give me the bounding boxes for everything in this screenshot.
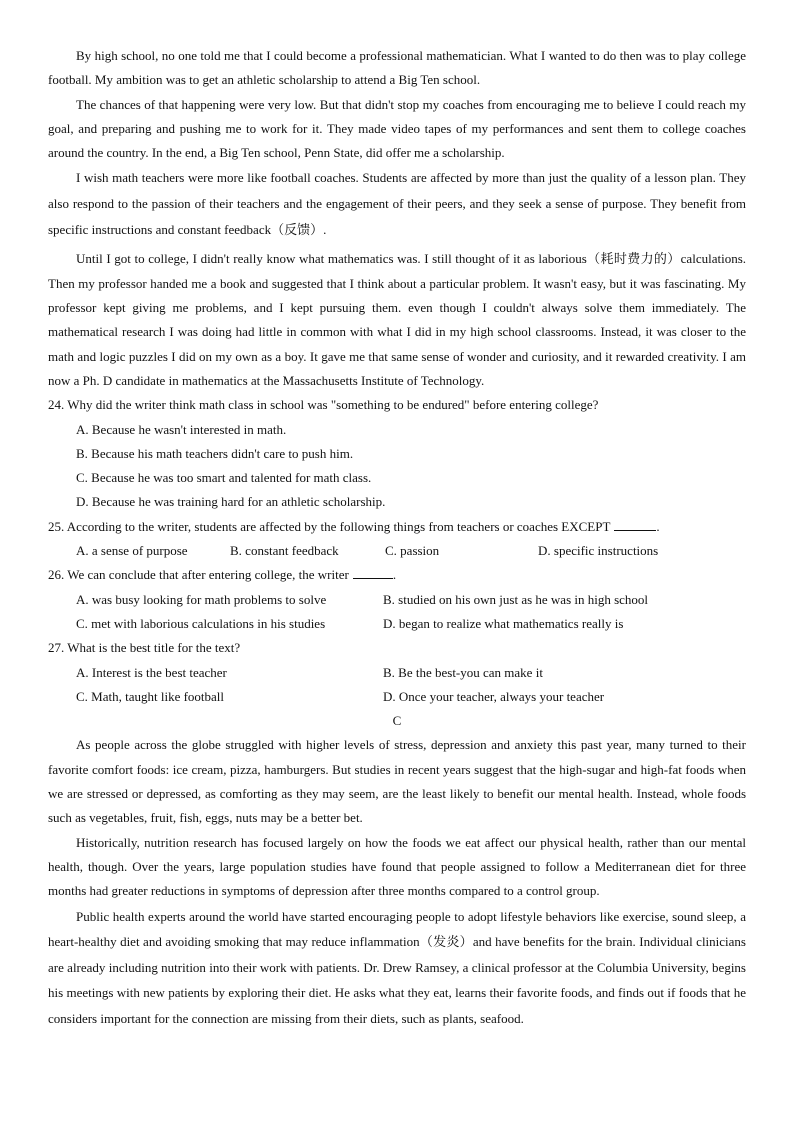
question-27-option-d[interactable]: D. Once your teacher, always your teacher — [383, 688, 605, 704]
question-25-option-b[interactable]: B. constant feedback — [230, 543, 339, 559]
passage-c-paragraph-2: Historically, nutrition research has focused largely on how the foods we eat affect our physical health, rather than our mental health, though. Over the years, large population studies have found that people assigned to follow a Mediterranean diet for three months had greater reductions in symptoms of depression after three months compared to a control group. — [48, 834, 746, 899]
passage-b-paragraph-4: Until I got to college, I didn't really know what mathematics was. I still thought of it as laborious（耗时费力的）calculations. Then my professor handed me a book and suggested that I think about a particular problem. It wasn't easy, but it was fascinating. My professor kept giving me problems, and I kept pursuing them. even though I couldn't always solve them immediately. The mathematical research I was doing had little in common with what I did in my high school classrooms. Instead, it was closer to the math and logic puzzles I did on my own as a boy. It gave me that same sense of wonder and curiosity, and it rewarded creativity. I am now a Ph. D candidate in mathematics at the Massachusetts Institute of Technology. — [48, 251, 746, 388]
exam-page — [48, 44, 746, 1031]
question-26-stem-end: . — [392, 567, 397, 583]
question-26-option-d[interactable]: D. began to realize what mathematics really is — [383, 615, 624, 631]
question-25-stem-line — [48, 515, 746, 539]
question-24-option-d[interactable]: D. Because he was training hard for an athletic scholarship. — [76, 494, 386, 510]
question-26 — [48, 563, 746, 636]
question-24-option-c[interactable]: C. Because he was too smart and talented for math class. — [76, 470, 372, 486]
passage-b-paragraph-2: The chances of that happening were very low. But that didn't stop my coaches from encouraging me to believe I could reach my goal, and preparing and pushing me to work for it. They made video tapes of my performances and sent them to college coaches around the country. In the end, a Big Ten school, Penn State, did offer me a scholarship. — [48, 96, 746, 161]
question-24-option-a[interactable]: A. Because he wasn't interested in math. — [76, 421, 287, 437]
passage-c-paragraph-3: Public health experts around the world have started encouraging people to adopt lifestyle behaviors like exercise, sound sleep, a heart-healthy diet and avoiding smoking that may reduce inflammation（发炎）and have benefits for the brain. Individual clinicians are already including nutrition into their work with patients. Dr. Drew Ramsey, a clinical professor at the Columbia University, begins his meetings with new patients by exploring their diet. He asks what they eat, learns their favorite foods, and finds out if foods that he considers important for the connection are missing from their diets, such as plants, seafood. — [48, 908, 746, 1026]
question-25-option-c[interactable]: C. passion — [385, 543, 440, 559]
answer-blank[interactable] — [353, 567, 393, 579]
question-27-option-b[interactable]: B. Be the best-you can make it — [383, 664, 543, 680]
question-27-options-row-1 — [48, 661, 746, 685]
question-25 — [48, 515, 746, 564]
question-24-stem: 24. Why did the writer think math class in school was "something to be endured" before entering college? — [48, 397, 599, 413]
question-24 — [48, 393, 746, 514]
question-26-option-a[interactable]: A. was busy looking for math problems to solve — [76, 591, 327, 607]
passage-b-paragraph-1: By high school, no one told me that I could become a professional mathematician. What I wanted to do then was to play college football. My ambition was to get an athletic scholarship to attend a Big Ten school. — [48, 48, 746, 88]
passage-c-paragraph-1: As people across the globe struggled with higher levels of stress, depression and anxiety this past year, many turned to their favorite comfort foods: ice cream, pizza, hamburgers. But studies in recent years suggest that the high-sugar and high-fat foods when we are stressed or depressed, as comforting as they may seem, are the least likely to benefit our mental health. Instead, whole foods such as vegetables, fruit, fish, eggs, nuts may be a better bet. — [48, 737, 746, 826]
question-26-option-b[interactable]: B. studied on his own just as he was in high school — [383, 591, 649, 607]
question-25-option-d[interactable]: D. specific instructions — [538, 543, 659, 559]
question-27-stem: 27. What is the best title for the text? — [48, 640, 241, 656]
passage-b-paragraph-3: I wish math teachers were more like football coaches. Students are affected by more than just the quality of a lesson plan. They also respond to the passion of their teachers and the engagement of their peers, and they seek a sense of purpose. They benefit from specific instructions and constant feedback（反馈）. — [48, 170, 746, 238]
question-26-options-row-2 — [48, 612, 746, 636]
question-27-options-row-2 — [48, 685, 746, 709]
question-24-option-b[interactable]: B. Because his math teachers didn't care to push him. — [76, 445, 354, 461]
question-26-stem-line — [48, 563, 746, 587]
question-27-option-a[interactable]: A. Interest is the best teacher — [76, 664, 227, 680]
section-heading-c: C — [392, 713, 402, 729]
question-27 — [48, 636, 746, 709]
question-25-options — [48, 539, 746, 563]
answer-blank[interactable] — [614, 519, 656, 531]
question-25-stem-end: . — [656, 518, 660, 534]
question-27-option-c[interactable]: C. Math, taught like football — [76, 688, 225, 704]
question-25-stem: 25. According to the writer, students are affected by the following things from teachers or coaches EXCEPT — [48, 518, 611, 534]
question-26-options-row-1 — [48, 588, 746, 612]
question-26-option-c[interactable]: C. met with laborious calculations in his studies — [76, 615, 326, 631]
question-25-option-a[interactable]: A. a sense of purpose — [76, 543, 188, 559]
question-26-stem: 26. We can conclude that after entering college, the writer — [48, 567, 349, 583]
